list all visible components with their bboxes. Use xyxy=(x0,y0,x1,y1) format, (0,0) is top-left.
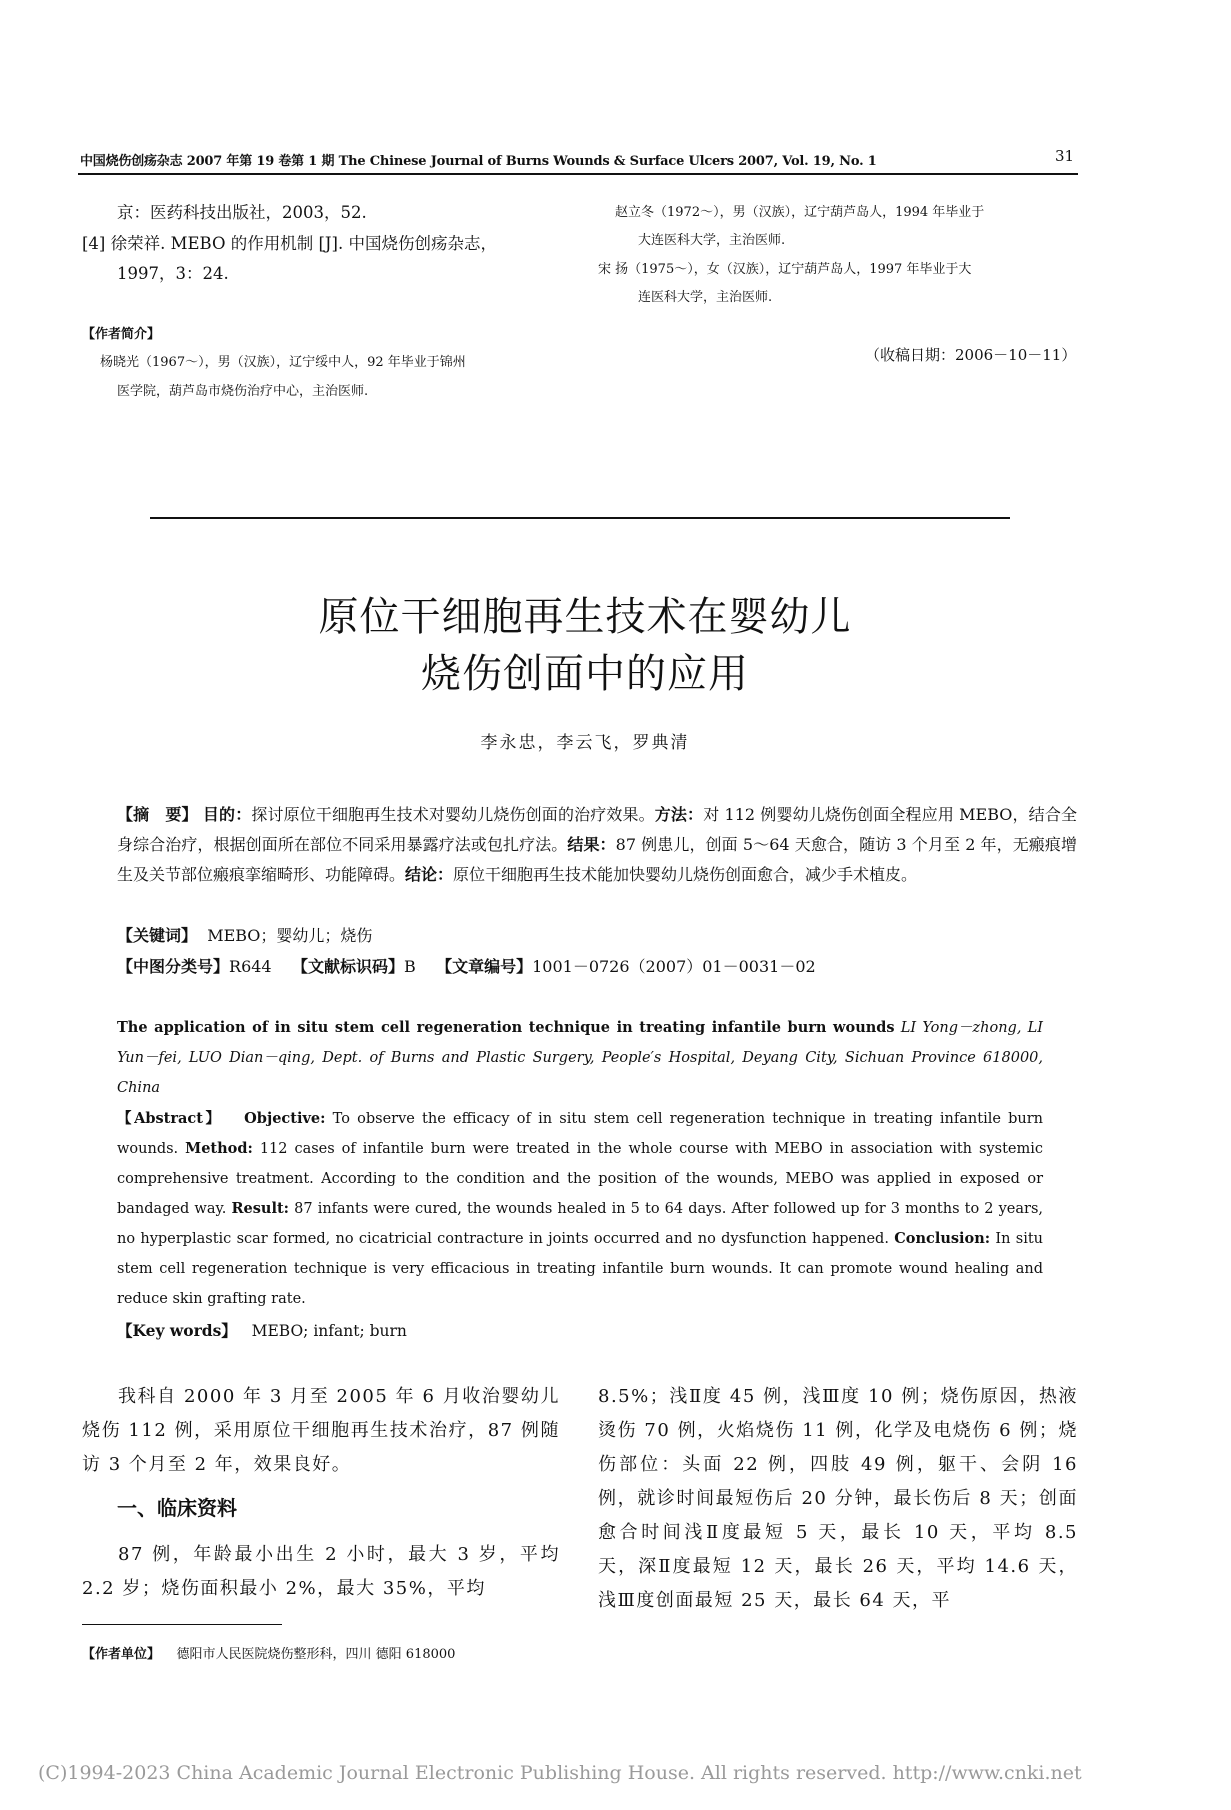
keywords-en-row xyxy=(117,1316,1043,1346)
english-byline: LI Yong－zhong, LI Yun－fei, LUO Dian－qing, Dept. of Burns and Plastic Surgery, People′s Hospital, Deyang City, Sichuan Province 618000, China xyxy=(117,1020,1043,1096)
author-bio-3-line1: 宋 扬（1975～），女（汉族），辽宁葫芦岛人，1997 年毕业于大 xyxy=(598,262,972,277)
section-1-heading: 一、临床资料 xyxy=(117,1496,237,1520)
running-header: 中国烧伤创疡杂志 2007 年第 19 卷第 1 期 The Chinese Journal of Burns Wounds & Surface Ulcers 2007, Vol. 19, No. 1 xyxy=(80,154,877,169)
conclusion-label-cn: 结论： xyxy=(405,865,454,884)
footnote-rule xyxy=(82,1624,282,1625)
author-bio-3-line2: 连医科大学，主治医师. xyxy=(638,290,773,305)
english-title-block xyxy=(117,1013,1043,1103)
reference-3-tail: 京：医药科技出版社，2003，52. xyxy=(117,203,367,222)
reference-4-line2: 1997，3：24. xyxy=(117,264,229,283)
affiliation-label: 【作者单位】 xyxy=(82,1647,161,1662)
section-1-left-text: 87 例，年龄最小出生 2 小时，最大 3 岁，平均 2.2 岁；烧伤面积最小 2%，最大 35%，平均 xyxy=(82,1544,560,1599)
objective-label-en: Objective: xyxy=(244,1110,326,1127)
page-number: 31 xyxy=(1055,147,1075,165)
method-en: 112 cases of infantile burn were treated in the whole course with MEBO in association with systemic comprehensive treatment. According to the condition and the position of the wounds, MEBO was applied in exposed or bandaged way. xyxy=(117,1141,1043,1217)
author-bio-2-line2: 大连医科大学，主治医师. xyxy=(638,233,786,248)
classification-row xyxy=(117,952,1077,982)
result-en: 87 infants were cured, the wounds healed in 5 to 64 days. After followed up for 3 months to 2 years, no hyperplastic scar formed, no cicatricial contracture in joints occurred and no dysfunction happened. xyxy=(117,1201,1044,1247)
affiliation-text: 德阳市人民医院烧伤整形科，四川 德阳 618000 xyxy=(176,1647,456,1662)
objective-en: To observe the efficacy of in situ stem cell regeneration technique in treating infantile burn wounds. xyxy=(117,1111,1044,1157)
keywords-cn-row xyxy=(117,921,1077,951)
author-bio-1-line2: 医学院，葫芦岛市烧伤治疗中心，主治医师. xyxy=(117,384,369,399)
header-rule xyxy=(78,173,1078,175)
article-separator xyxy=(150,517,1010,519)
result-label-cn: 结果： xyxy=(567,835,616,854)
abstract-en-label: 【Abstract】 xyxy=(117,1110,223,1127)
objective-cn: 探讨原位干细胞再生技术对婴幼儿烧伤创面的治疗效果。 xyxy=(251,805,655,824)
article-authors: 李永忠，李云飞，罗典清 xyxy=(480,733,690,753)
doc-code-value: B xyxy=(403,957,416,976)
article-title-line2: 烧伤创面中的应用 xyxy=(421,651,749,697)
article-title-line1: 原位干细胞再生技术在婴幼儿 xyxy=(318,594,852,640)
conclusion-en: In situ stem cell regeneration technique is very efficacious in treating infantile burn wounds. It can promote wound healing and reduce skin grafting rate. xyxy=(117,1231,1044,1307)
result-cn: 87 例患儿，创面 5～64 天愈合，随访 3 个月至 2 年，无瘢痕增生及关节部位瘢痕挛缩畸形、功能障碍。 xyxy=(117,835,1077,884)
clc-value: R644 xyxy=(229,957,272,976)
objective-label-cn: 目的： xyxy=(202,805,252,824)
conclusion-cn: 原位干细胞再生技术能加快婴幼儿烧伤创面愈合，减少手术植皮。 xyxy=(453,865,918,884)
reference-4-line1: [4] 徐荣祥. MEBO 的作用机制 [J]. 中国烧伤创疡杂志， xyxy=(82,234,497,253)
clc-label: 【中图分类号】 xyxy=(117,957,230,976)
doc-code-label: 【文献标识码】 xyxy=(291,957,404,976)
abstract-en xyxy=(117,1104,1043,1314)
keywords-en-label: 【Key words】 xyxy=(117,1321,237,1340)
affiliation xyxy=(82,1640,455,1670)
received-date: （收稿日期：2006－10－11） xyxy=(865,346,1077,364)
author-bio-heading: 【作者简介】 xyxy=(82,327,161,342)
body-intro: 我科自 2000 年 3 月至 2005 年 6 月收治婴幼儿烧伤 112 例，采用原位干细胞再生技术治疗，87 例随访 3 个月至 2 年，效果良好。 xyxy=(82,1386,560,1475)
keywords-en: MEBO; infant; burn xyxy=(251,1322,407,1340)
method-cn: 对 112 例婴幼儿烧伤创面全程应用 MEBO，结合全身综合治疗，根据创面所在部位不同采用暴露疗法或包扎疗法。 xyxy=(117,805,1077,854)
result-label-en: Result: xyxy=(231,1200,290,1217)
abstract-cn xyxy=(117,800,1077,890)
english-title: The application of in situ stem cell regeneration technique in treating infantile burn wounds xyxy=(117,1019,895,1036)
author-bio-1-line1: 杨晓光（1967～），男（汉族），辽宁绥中人，92 年毕业于锦州 xyxy=(100,355,466,370)
conclusion-label-en: Conclusion: xyxy=(894,1230,991,1247)
article-no-label: 【文章编号】 xyxy=(436,957,533,976)
article-no-value: 1001－0726（2007）01－0031－02 xyxy=(532,957,816,976)
keywords-cn: MEBO；婴幼儿；烧伤 xyxy=(207,926,373,945)
keywords-cn-label: 【关键词】 xyxy=(117,926,198,945)
abstract-cn-label: 【摘 要】 xyxy=(117,805,198,824)
method-label-cn: 方法： xyxy=(654,805,704,824)
copyright-footer: (C)1994-2023 China Academic Journal Electronic Publishing House. All rights reserved. http://www.cnki.net xyxy=(38,1762,1082,1784)
author-bio-2-line1: 赵立冬（1972～），男（汉族），辽宁葫芦岛人，1994 年毕业于 xyxy=(615,205,985,220)
method-label-en: Method: xyxy=(185,1140,253,1157)
section-1-right-text: 8.5%；浅Ⅱ度 45 例，浅Ⅲ度 10 例；烧伤原因，热液烫伤 70 例，火焰烧伤 11 例，化学及电烧伤 6 例；烧伤部位：头面 22 例，四肢 49 例，躯干、会阴 16 例，就诊时间最短伤后 20 分钟，最长伤后 8 天；创面愈合时间浅Ⅱ度最短 5 天，最长 10 天，平均 8.5 天，深Ⅱ度最短 12 天，最长 26 天，平均 14.6 天，浅Ⅲ度创面最短 25 天，最长 64 天，平 xyxy=(598,1386,1078,1611)
